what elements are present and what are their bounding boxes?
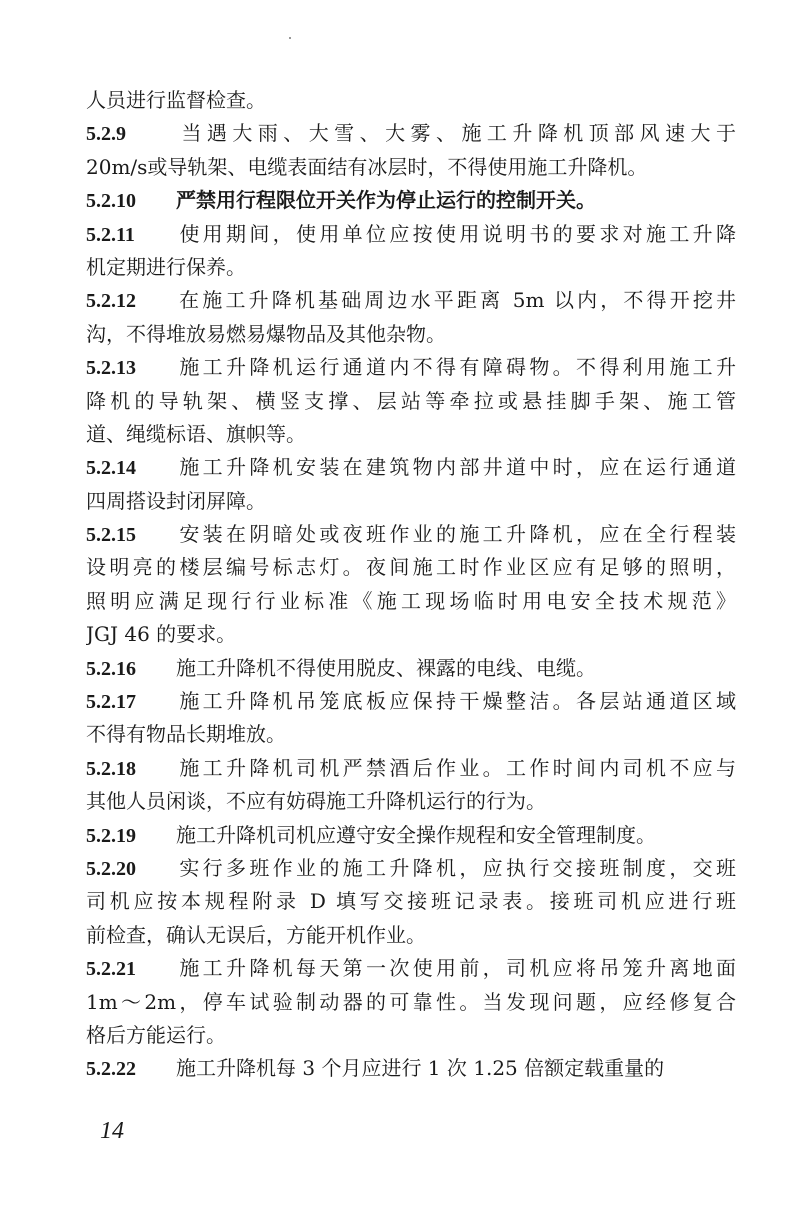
document-page	[86, 84, 736, 1086]
clause-text: 使用期间，使用单位应按使用说明书的要求对施工升降	[176, 221, 736, 246]
clause-continuation-line	[86, 318, 736, 351]
clause-continuation-line	[86, 885, 736, 918]
clause-first-line	[86, 218, 736, 251]
clause-text: 当遇大雨、大雪、大雾、施工升降机顶部风速大于	[176, 121, 736, 146]
clause-continuation-line	[86, 551, 736, 584]
clause-first-line	[86, 852, 736, 885]
clause-text: 道、绳缆标语、旗帜等。	[86, 421, 306, 446]
clause-text: 施工升降机不得使用脱皮、裸露的电线、电缆。	[176, 655, 596, 680]
clause-text: 实行多班作业的施工升降机，应执行交接班制度，交班	[176, 855, 736, 880]
clause-first-line	[86, 184, 736, 217]
clause-first-line	[86, 1052, 736, 1085]
clause-text: 施工升降机司机严禁酒后作业。工作时间内司机不应与	[176, 755, 736, 780]
scan-speck	[289, 37, 291, 39]
clause-text: 施工升降机吊笼底板应保持干燥整洁。各层站通道区域	[176, 689, 736, 714]
clause-continuation-line	[86, 785, 736, 818]
clause-number: 5.2.13	[86, 357, 136, 380]
clause-text: JGJ 46 的要求。	[86, 622, 237, 647]
clause-number: 5.2.15	[86, 524, 136, 547]
clause-number: 5.2.14	[86, 457, 136, 480]
clause-text: 降机的导轨架、横竖支撑、层站等牵拉或悬挂脚手架、施工管	[86, 388, 736, 413]
clause-continuation-line	[86, 1019, 736, 1052]
clause-text: 沟，不得堆放易燃易爆物品及其他杂物。	[86, 321, 446, 346]
clause-number: 5.2.17	[86, 691, 136, 714]
clause-list	[86, 117, 736, 1085]
clause-text: 设明亮的楼层编号标志灯。夜间施工时作业区应有足够的照明，	[86, 555, 736, 580]
clause-text: 前检查，确认无误后，方能开机作业。	[86, 922, 426, 947]
clause-number: 5.2.18	[86, 757, 136, 780]
clause-text: 司机应按本规程附录 D 填写交接班记录表。接班司机应进行班	[86, 889, 736, 914]
clause-text: 施工升降机每天第一次使用前，司机应将吊笼升离地面	[176, 956, 736, 981]
continuation-line: 人员进行监督检查。	[86, 88, 266, 112]
clause-continuation-line	[86, 986, 736, 1019]
clause-first-line	[86, 284, 736, 317]
clause-text: 施工升降机运行通道内不得有障碍物。不得利用施工升	[176, 355, 736, 380]
clause-text: 机定期进行保养。	[86, 254, 246, 279]
clause-first-line	[86, 351, 736, 384]
clause-number: 5.2.19	[86, 824, 136, 847]
clause-number: 5.2.11	[86, 223, 135, 246]
page-number: 14	[100, 1118, 124, 1144]
clause-continuation-line	[86, 151, 736, 184]
clause-text: 严禁用行程限位开关作为停止运行的控制开关。	[176, 188, 596, 213]
clause-text: 20m/s或导轨架、电缆表面结有冰层时，不得使用施工升降机。	[86, 154, 648, 179]
clause-continuation-line	[86, 618, 736, 651]
clause-continuation-line	[86, 251, 736, 284]
clause-text: 格后方能运行。	[86, 1022, 226, 1047]
clause-text: 四周搭设封闭屏障。	[86, 488, 266, 513]
clause-text: 安装在阴暗处或夜班作业的施工升降机，应在全行程装	[176, 522, 736, 547]
clause-first-line	[86, 518, 736, 551]
clause-text: 在施工升降机基础周边水平距离 5m 以内，不得开挖井	[176, 288, 736, 313]
clause-continuation-line	[86, 385, 736, 418]
clause-text: 施工升降机司机应遵守安全操作规程和安全管理制度。	[176, 822, 656, 847]
clause-text: 施工升降机每 3 个月应进行 1 次 1.25 倍额定载重量的	[176, 1056, 665, 1081]
clause-continuation-line	[86, 919, 736, 952]
clause-first-line	[86, 117, 736, 150]
clause-continuation-line	[86, 718, 736, 751]
clause-first-line	[86, 819, 736, 852]
clause-continuation-line	[86, 585, 736, 618]
clause-text: 1m～2m，停车试验制动器的可靠性。当发现问题，应经修复合	[86, 989, 736, 1014]
clause-number: 5.2.20	[86, 857, 136, 880]
clause-number: 5.2.22	[86, 1058, 136, 1081]
clause-number: 5.2.21	[86, 958, 136, 981]
clause-number: 5.2.12	[86, 290, 136, 313]
clause-continuation-line	[86, 418, 736, 451]
clause-text: 不得有物品长期堆放。	[86, 722, 286, 747]
clause-first-line	[86, 652, 736, 685]
clause-first-line	[86, 451, 736, 484]
clause-text: 其他人员闲谈，不应有妨碍施工升降机运行的行为。	[86, 789, 546, 814]
clause-first-line	[86, 752, 736, 785]
clause-first-line	[86, 685, 736, 718]
clause-text: 施工升降机安装在建筑物内部井道中时，应在运行通道	[176, 455, 736, 480]
clause-number: 5.2.10	[86, 190, 136, 213]
clause-first-line	[86, 952, 736, 985]
clause-number: 5.2.9	[86, 123, 126, 146]
clause-number: 5.2.16	[86, 657, 136, 680]
clause-text: 照明应满足现行行业标准《施工现场临时用电安全技术规范》	[86, 588, 736, 613]
clause-continuation-line	[86, 485, 736, 518]
